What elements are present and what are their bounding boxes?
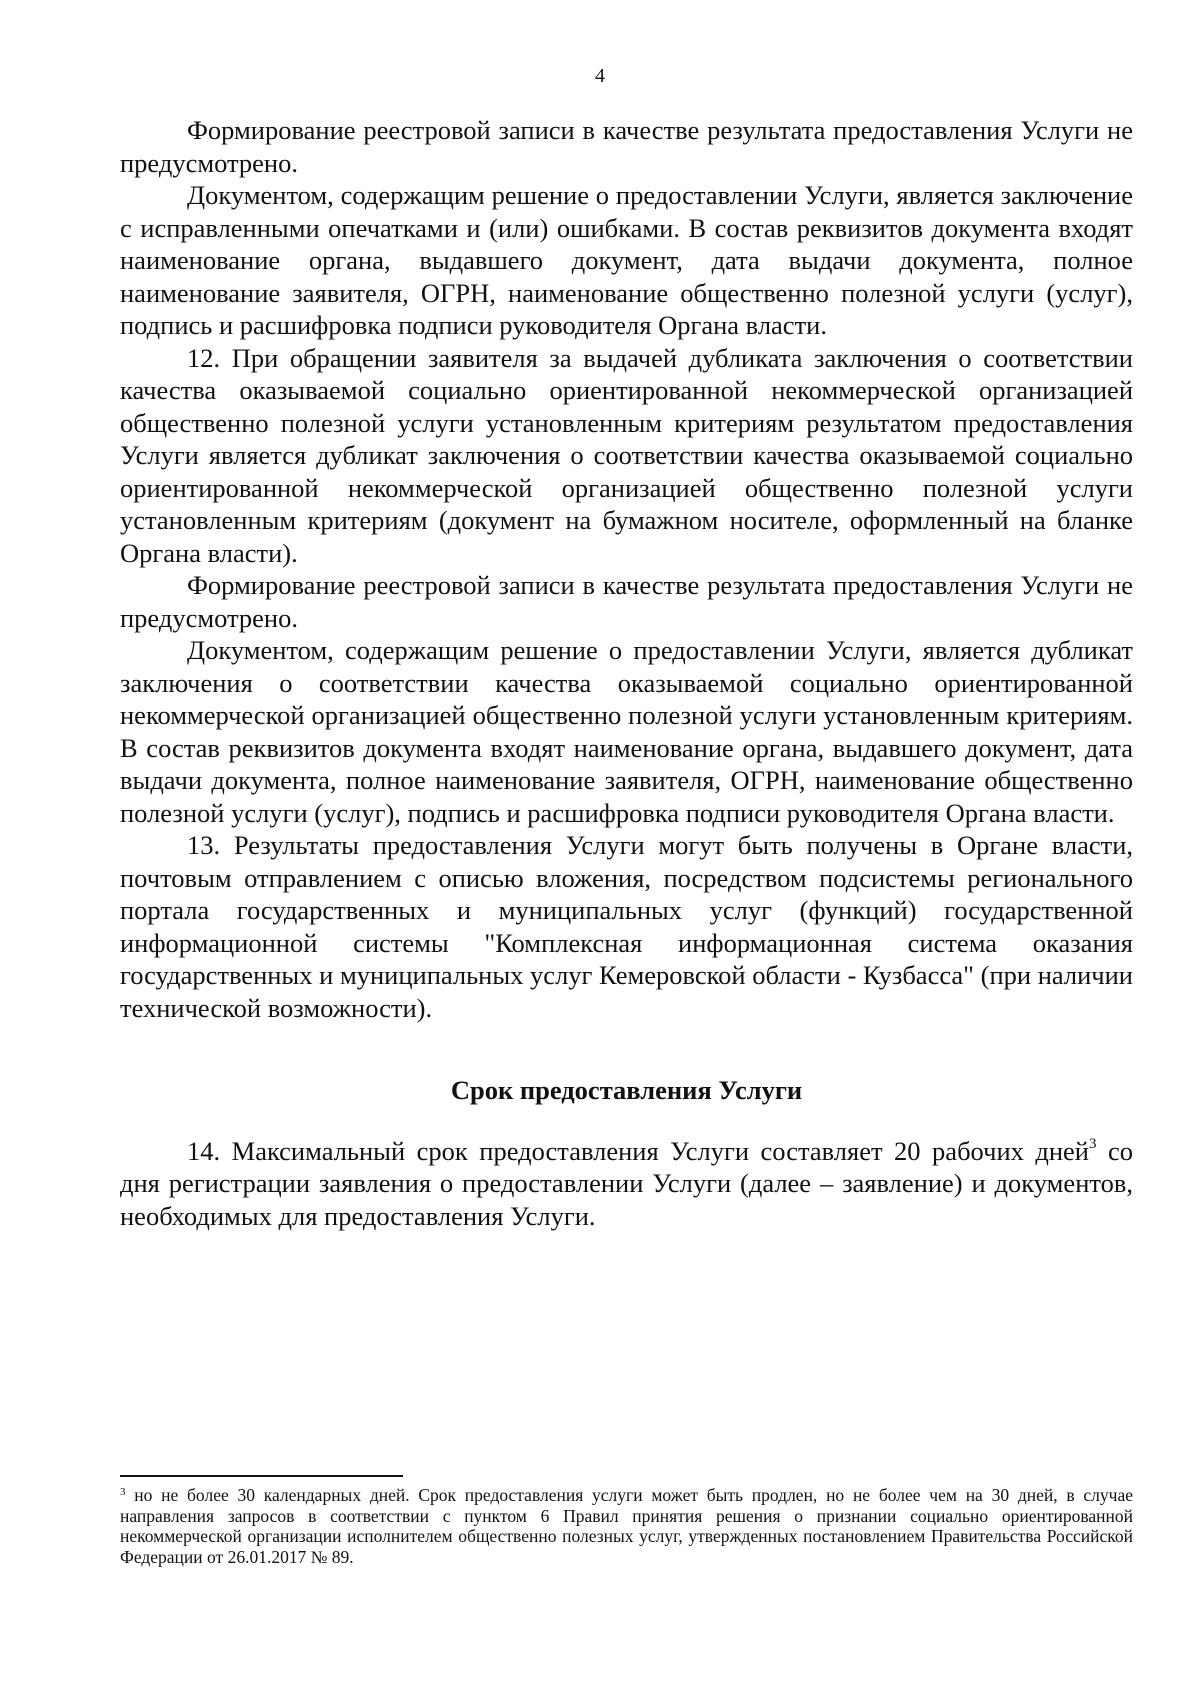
page-number: 4 [595, 65, 605, 87]
paragraph-registry-record-2: Формирование реестровой записи в качестве результата предоставления Услуги не предусмотрено. [120, 570, 1133, 633]
footnote [120, 1485, 1133, 1567]
paragraph-14-deadline [120, 1135, 1133, 1233]
footnote-divider [120, 1475, 403, 1477]
document-body [120, 114, 1133, 1232]
footnote-reference[interactable]: 3 [1088, 1135, 1097, 1152]
footnote-marker: 3 [120, 1486, 126, 1498]
paragraph-14-text: 14. Максимальный срок предоставления Услуги составляет 20 рабочих дней [187, 1135, 1089, 1166]
footnote-text: но не более 30 календарных дней. Срок предоставления услуги может быть продлен, но не более чем на 30 дней, в случае направления запросов в соответствии с пунктом 6 Правил принятия решения о признании социально ориентированной некоммерческой организации исполнителем общественно полезных услуг, утвержденных постановлением Правительства Российской Федерации от 26.01.2017 № 89. [120, 1485, 1133, 1567]
paragraph-decision-document-corrected: Документом, содержащим решение о предоставлении Услуги, является заключение с исправленными опечатками и (или) ошибками. В состав реквизитов документа входят наименование органа, выдавшего документ, дата выдачи документа, полное наименование заявителя, ОГРН, наименование общественно полезной услуги (услуг), подпись и расшифровка подписи руководителя Органа власти. [120, 180, 1133, 340]
paragraph-12-duplicate: 12. При обращении заявителя за выдачей дубликата заключения о соответствии качества оказываемой социально ориентированной некоммерческой организацией общественно полезной услуги установленным критериям результатом предоставления Услуги является дубликат заключения о соответствии качества оказываемой социально ориентированной некоммерческой организацией общественно полезной услуги установленным критериям (документ на бумажном носителе, оформленный на бланке Органа власти). [120, 342, 1133, 568]
paragraph-13-results: 13. Результаты предоставления Услуги могут быть получены в Органе власти, почтовым отправлением с описью вложения, посредством подсистемы регионального портала государственных и муниципальных услуг (функций) государственной информационной системы "Комплексная информационная система оказания государственных и муниципальных услуг Кемеровской области - Кузбасса" (при наличии технической возможности). [120, 830, 1133, 1023]
paragraph-14-text-after: со дня регистрации заявления о предоставлении Услуги (далее – заявление) и документов, необходимых для предоставления Услуги. [120, 1135, 1133, 1231]
section-heading: Срок предоставления Услуги [450, 1075, 803, 1105]
paragraph-decision-document-duplicate: Документом, содержащим решение о предоставлении Услуги, является дубликат заключения о соответствии качества оказываемой социально ориентированной некоммерческой организацией общественно полезной услуги установленным критериям. В состав реквизитов документа входят наименование органа, выдавшего документ, дата выдачи документа, полное наименование заявителя, ОГРН, наименование общественно полезной услуги (услуг), подпись и расшифровка подписи руководителя Органа власти. [120, 635, 1133, 828]
paragraph-registry-record-1: Формирование реестровой записи в качестве результата предоставления Услуги не предусмотрено. [120, 115, 1133, 178]
